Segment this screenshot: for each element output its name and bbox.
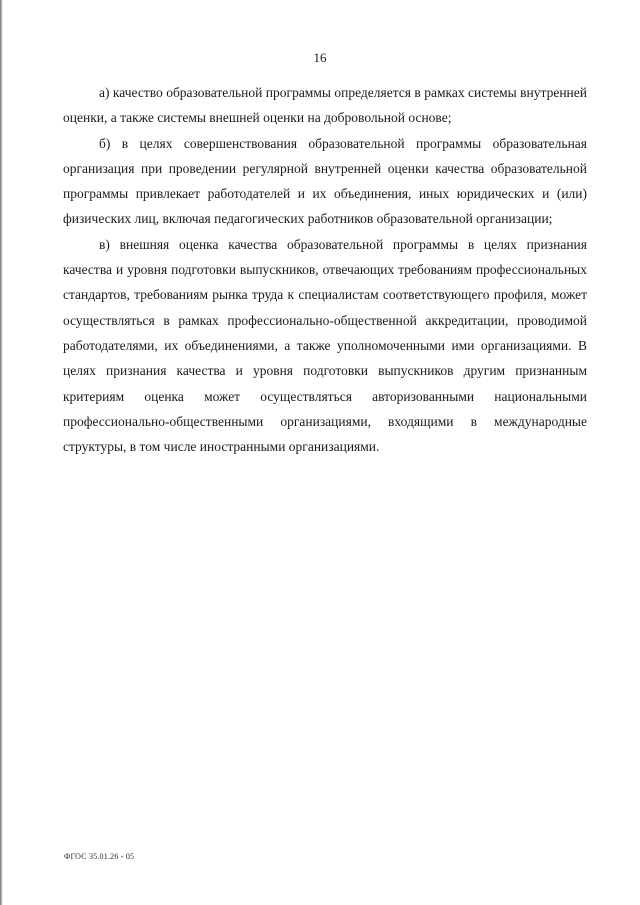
paragraph-v: в) внешняя оценка качества образовательной программы в целях признания качества и уровня подготовки выпускников, отвечающих требованиям профессиональных стандартов, требованиям рынка труда к специалистам соответствующего профиля, может осуществляться в рамках профессионально-общественной аккредитации, проводимой работодателями, их объединениями, а также уполномоченными ими организациями. В целях признания качества и уровня подготовки выпускников другим признанным критериям оценка может осуществляться авторизованными национальными профессионально-общественными организациями, входящими в международные структуры, в том числе иностранными организациями.	[63, 236, 587, 455]
paragraph-a: а) качество образовательной программы определяется в рамках системы внутренней оценки, а также системы внешней оценки на добровольной основе;	[63, 85, 587, 126]
footer-document-code: ФГОС 35.01.26 - 05	[64, 852, 135, 861]
document-body	[63, 80, 587, 459]
paragraph-b: б) в целях совершенствования образовательной программы образовательная организация при проведении регулярной внутренней оценки качества образовательной программы привлекает работодателей и их объединения, иных юридических и (или) физических лиц, включая педагогических работников образовательной организации;	[63, 135, 587, 227]
page-number: 16	[313, 50, 327, 65]
scan-edge-shadow	[0, 0, 3, 905]
